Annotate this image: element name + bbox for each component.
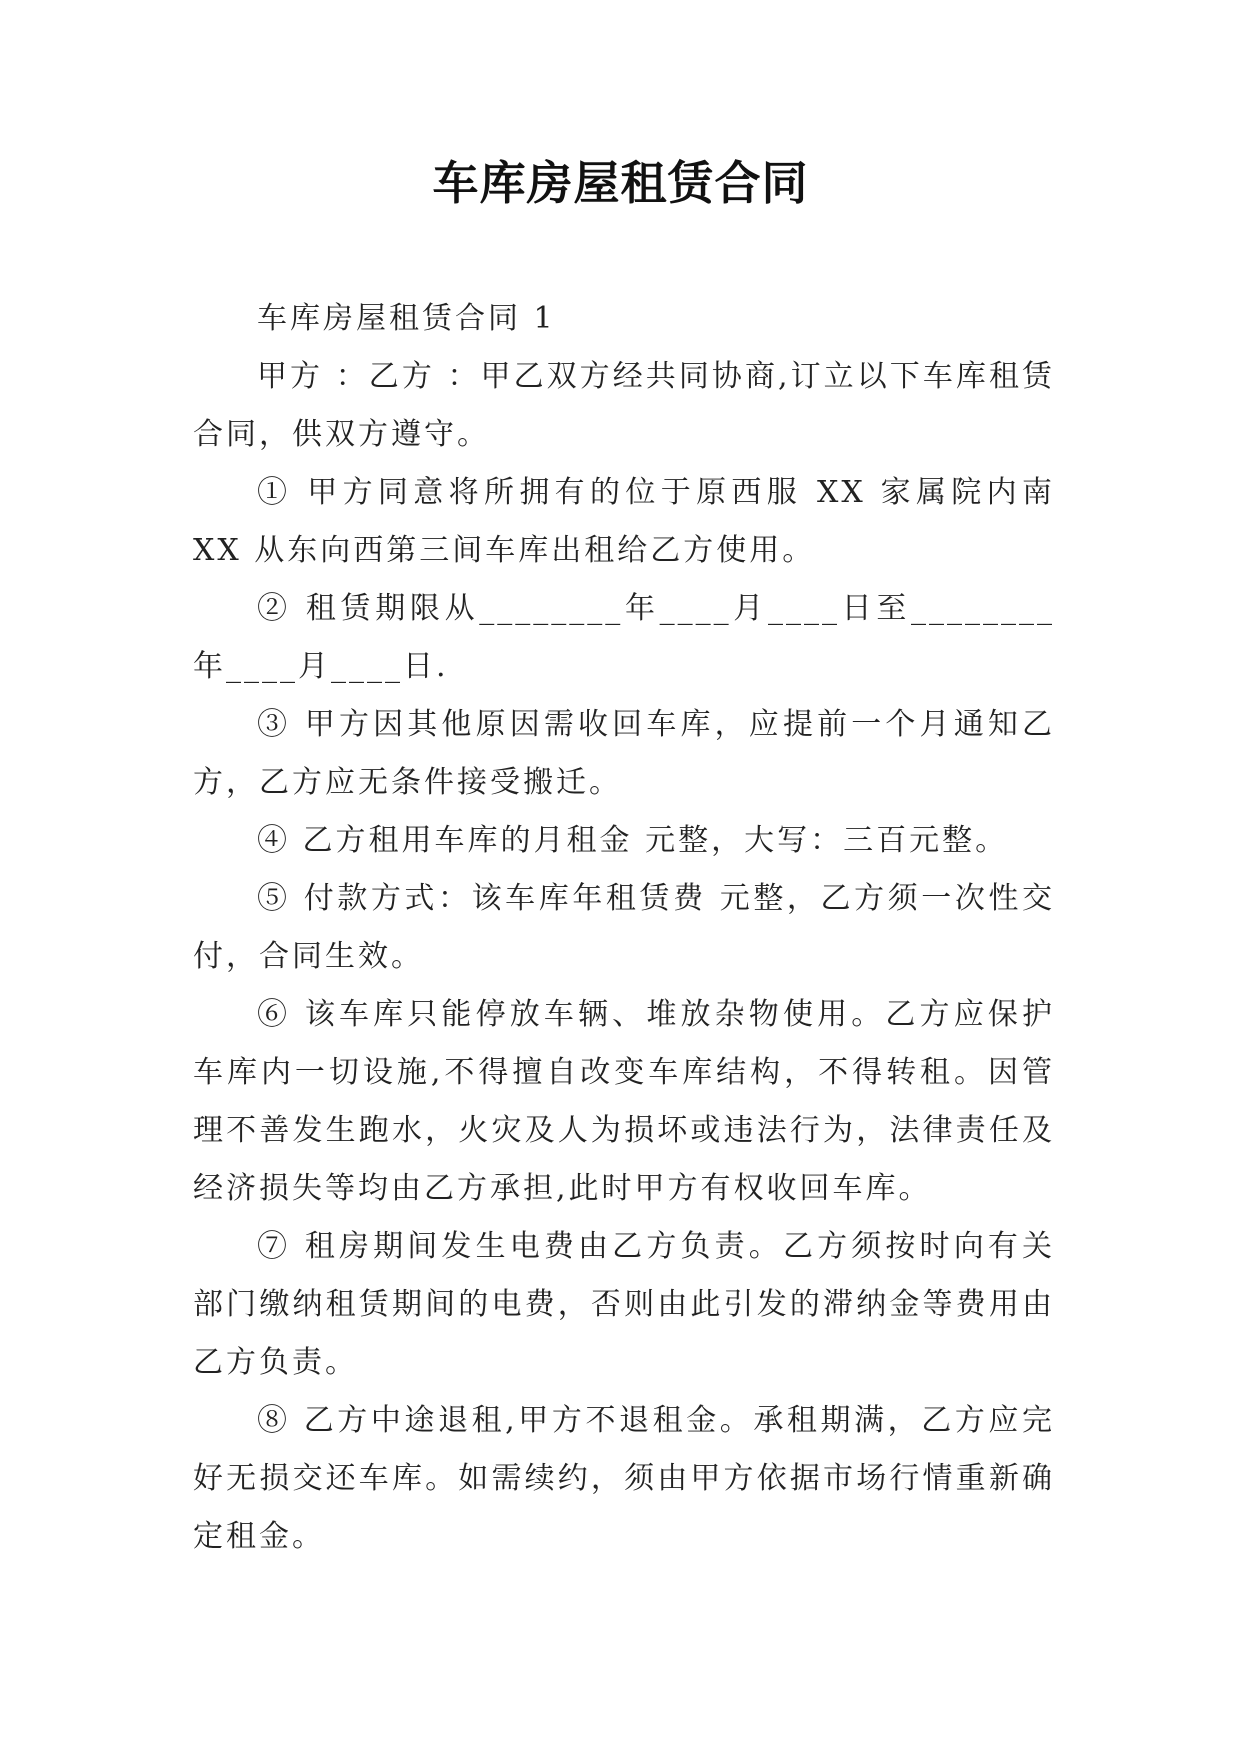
- clause-7: ⑦ 租房期间发生电费由乙方负责。乙方须按时向有关部门缴纳租赁期间的电费，否则由此引发的滞纳金等费用由乙方负责。: [193, 1229, 1055, 1380]
- clause-4: ④ 乙方租用车库的月租金 元整，大写：三百元整。: [257, 823, 1009, 858]
- clause-8: ⑧ 乙方中途退租,甲方不退租金。承租期满，乙方应完好无损交还车库。如需续约，须由甲方依据市场行情重新确定租金。: [193, 1403, 1055, 1554]
- clause-5: ⑤ 付款方式：该车库年租赁费 元整，乙方须一次性交付，合同生效。: [193, 881, 1055, 974]
- clause-2: ② 租赁期限从________年____月____日至________年____月____日.: [193, 591, 1055, 684]
- document-body: [193, 290, 1055, 1566]
- clause-1: ① 甲方同意将所拥有的位于原西服 XX 家属院内南 XX 从东向西第三间车库出租给乙方使用。: [193, 475, 1055, 568]
- clause-6: ⑥ 该车库只能停放车辆、堆放杂物使用。乙方应保护车库内一切设施,不得擅自改变车库结构，不得转租。因管理不善发生跑水，火灾及人为损坏或违法行为，法律责任及经济损失等均由乙方承担,此时甲方有权收回车库。: [193, 997, 1055, 1206]
- clause-3: ③ 甲方因其他原因需收回车库，应提前一个月通知乙方，乙方应无条件接受搬迁。: [193, 707, 1055, 800]
- contract-subtitle: 车库房屋租赁合同 1: [257, 301, 556, 336]
- paragraph-parties: 甲方 ：乙方 ：甲乙双方经共同协商,订立以下车库租赁合同，供双方遵守。: [193, 359, 1055, 452]
- document-title: 车库房屋租赁合同: [432, 156, 809, 210]
